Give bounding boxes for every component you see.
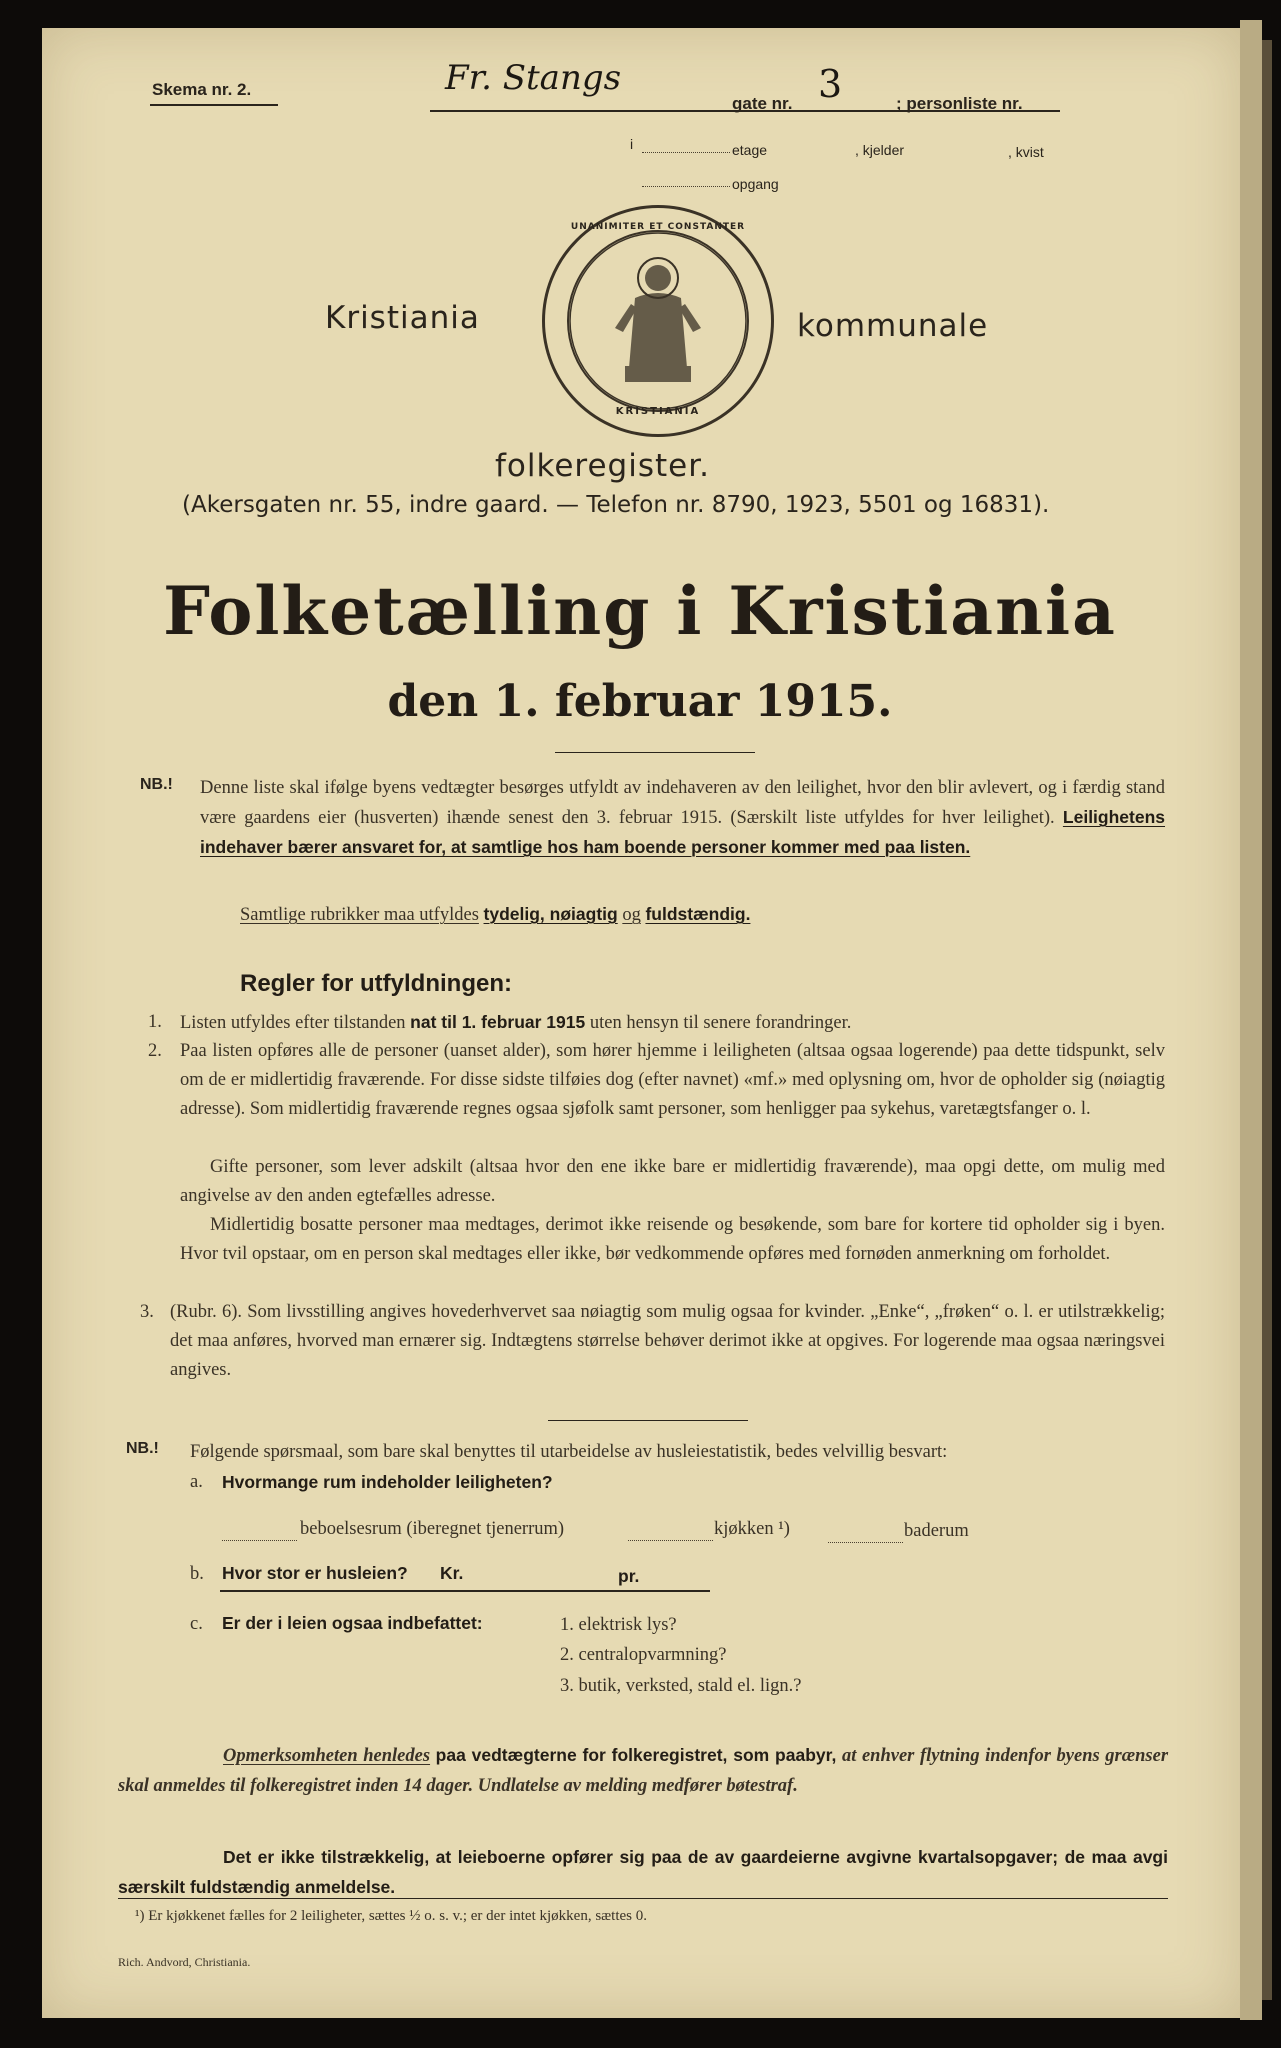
rule1-c: uten hensyn til senere forandringer. <box>589 1013 852 1033</box>
kitchen-field[interactable] <box>628 1540 713 1541</box>
kvist-label: , kvist <box>1008 144 1044 160</box>
org-left: Kristiania <box>325 300 480 336</box>
schema-label: Skema nr. 2. <box>152 80 252 99</box>
q-a-label: a. <box>190 1472 203 1492</box>
title-divider <box>555 752 755 753</box>
binding-edge <box>1262 40 1272 2000</box>
notice-emphasis: Opmerksomheten henledes <box>223 1746 431 1766</box>
nb1-line3-a: Samtlige rubrikker maa utfyldes <box>240 905 479 925</box>
nb1-paragraph <box>200 774 1165 863</box>
nb2-label: NB.! <box>126 1440 159 1457</box>
q-c-question: Er der i leien ogsaa indbefattet: <box>222 1613 483 1633</box>
q-c-label: c. <box>190 1614 203 1634</box>
q-b-label: b. <box>190 1564 204 1584</box>
rent-pr-label: pr. <box>618 1566 640 1586</box>
rule1-number: 1. <box>148 1012 162 1032</box>
page-edge-strip <box>1240 20 1262 2020</box>
rule1 <box>180 1008 1165 1038</box>
seal-bottom-text: KRISTIANIA <box>615 406 701 417</box>
opgang-field[interactable] <box>642 186 730 187</box>
i-label: i <box>630 136 634 152</box>
option-shop[interactable]: 3. butik, verksted, stald el. lign.? <box>560 1676 802 1696</box>
rent-underline[interactable] <box>220 1590 710 1592</box>
rule2-text: Paa listen opføres alle de personer (uanset alder), som hører hjemme i leiligheten (altsaa ogsaa logerende) paa dette tidspunkt, selv om de er midlertidig fraværende. For disse sidste tilføies dog (efter navnet) «mf.» med oplysning om, hvor de opholder sig (nøiagtig adresse). Som midlertidig fraværende regnes ogsaa sjøfolk samt personer, som henligger paa sykehus, varetægtsfanger o. l. <box>180 1041 1165 1119</box>
rooms-field[interactable] <box>222 1540 297 1541</box>
nb1-line3-c: og <box>622 905 641 925</box>
org-right: kommunale <box>797 308 989 344</box>
etage-field[interactable] <box>642 152 730 153</box>
printer-credit: Rich. Andvord, Christiania. <box>118 1955 251 1969</box>
city-seal <box>542 205 774 437</box>
nb1-text: Denne liste skal ifølge byens vedtægter besørges utfyldt av indehaveren av den leilighet, hvor den blir avlevert, og i færdig stand være gaardens eier (husverten) ihænde senest den 3. februar 1915. (Særskilt liste utfyldes for hver leilighet). <box>200 778 1165 828</box>
rule3-text: (Rubr. 6). Som livsstilling angives hovederhvervet saa nøiagtig som mulig ogsaa for kvinder. „Enke“, „frøken“ o. l. er utilstrækkelig; det maa anføres, hvorved man ernærer sig. Indtægtens størrelse behøver derimot ikke at opgives. For logerende maa ogsaa næringsvei angives. <box>170 1302 1165 1380</box>
etage-label: etage <box>732 142 768 158</box>
nb2-intro: Følgende spørsmaal, som bare skal benyttes til utarbeidelse av husleiestatistik, bedes velvillig besvart: <box>190 1442 948 1462</box>
rules-divider <box>548 1420 748 1421</box>
rules-heading: Regler for utfyldningen: <box>240 970 512 997</box>
kjelder-label: , kjelder <box>855 142 905 158</box>
seal-inner-ring <box>567 230 749 412</box>
rule3-number: 3. <box>140 1302 154 1322</box>
nb1-label: NB.! <box>140 776 173 793</box>
q-a-question: Hvormange rum indeholder leiligheten? <box>222 1472 553 1492</box>
bath-field[interactable] <box>828 1542 903 1543</box>
gate-number-handwritten[interactable]: 3 <box>818 62 843 106</box>
gate-label: gate nr. <box>732 94 793 113</box>
footnote-rule <box>118 1898 1168 1899</box>
kitchen-label: kjøkken ¹) <box>714 1519 790 1539</box>
rule2-gifte: Gifte personer, som lever adskilt (altsaa hvor den ene ikke bare er midlertidig fraværende), maa opgi dette, om mulig med angivelse av den anden egtefælles adresse. <box>180 1157 1165 1206</box>
footnote: ¹) Er kjøkkenet fælles for 2 leiligheter, sættes ½ o. s. v.; er der intet kjøkken, sættes 0. <box>135 1908 647 1924</box>
notice-text: paa vedtægterne for folkeregistret, som paabyr, <box>435 1745 837 1765</box>
notice-paragraph-2: Det er ikke tilstrækkelig, at leieboerne opfører sig paa de av gaardeierne avgivne kvartalsopgaver; de maa avgi særskilt fuldstændig anmeldelse. <box>118 1847 1168 1897</box>
street-handwritten[interactable]: Fr. Stangs <box>445 58 622 98</box>
notice-italic: at enhver flytning indenfor byens grænser skal anmeldes til folkeregistret inden 14 dager. Undlatelse av melding medfører bøtestraf. <box>118 1746 1169 1796</box>
opgang-label: opgang <box>732 176 779 192</box>
q-b-question: Hvor stor er husleien? <box>222 1563 408 1583</box>
rule1-a: Listen utfyldes efter tilstanden <box>180 1013 406 1033</box>
nb1-line3-d: fuldstændig. <box>645 904 751 924</box>
org-address: (Akersgaten nr. 55, indre gaard. — Telefon nr. 8790, 1923, 5501 og 16831). <box>182 492 1050 518</box>
rule2-midlertidig: Midlertidig bosatte personer maa medtages, derimot ikke reisende og besøkende, som bare for kortere tid opholder sig i byen. Hvor tvil opstaar, om en person skal medtages eller ikke, bør vedkommende opføres med fornøden anmerkning om forholdet. <box>180 1215 1165 1264</box>
rooms-label: beboelsesrum (iberegnet tjenerrum) <box>300 1519 565 1539</box>
rule2-number: 2. <box>148 1041 162 1061</box>
nb1-responsibility: Leilighetens indehaver bærer ansvaret for, at samtlige hos ham boende personer kommer med paa listen. <box>200 807 1166 857</box>
bath-label: baderum <box>904 1521 969 1541</box>
page-title: Folketælling i Kristiania <box>163 572 1117 650</box>
rent-kr-label: Kr. <box>440 1563 464 1583</box>
option-heating[interactable]: 2. centralopvarmning? <box>560 1645 727 1665</box>
notice-paragraph-1 <box>118 1740 1168 1801</box>
nb1-line3-b: tydelig, nøiagtig <box>483 904 618 924</box>
registry-label: folkeregister. <box>495 448 710 484</box>
page-subtitle: den 1. februar 1915. <box>387 676 893 727</box>
nb1-line3 <box>240 900 1165 930</box>
schema-underline <box>150 104 278 106</box>
option-electric[interactable]: 1. elektrisk lys? <box>560 1615 677 1635</box>
rule1-b: nat til 1. februar 1915 <box>410 1012 586 1032</box>
personliste-label: ; personliste nr. <box>896 94 1023 113</box>
seal-top-text: UNANIMITER ET CONSTANTER <box>570 222 746 232</box>
